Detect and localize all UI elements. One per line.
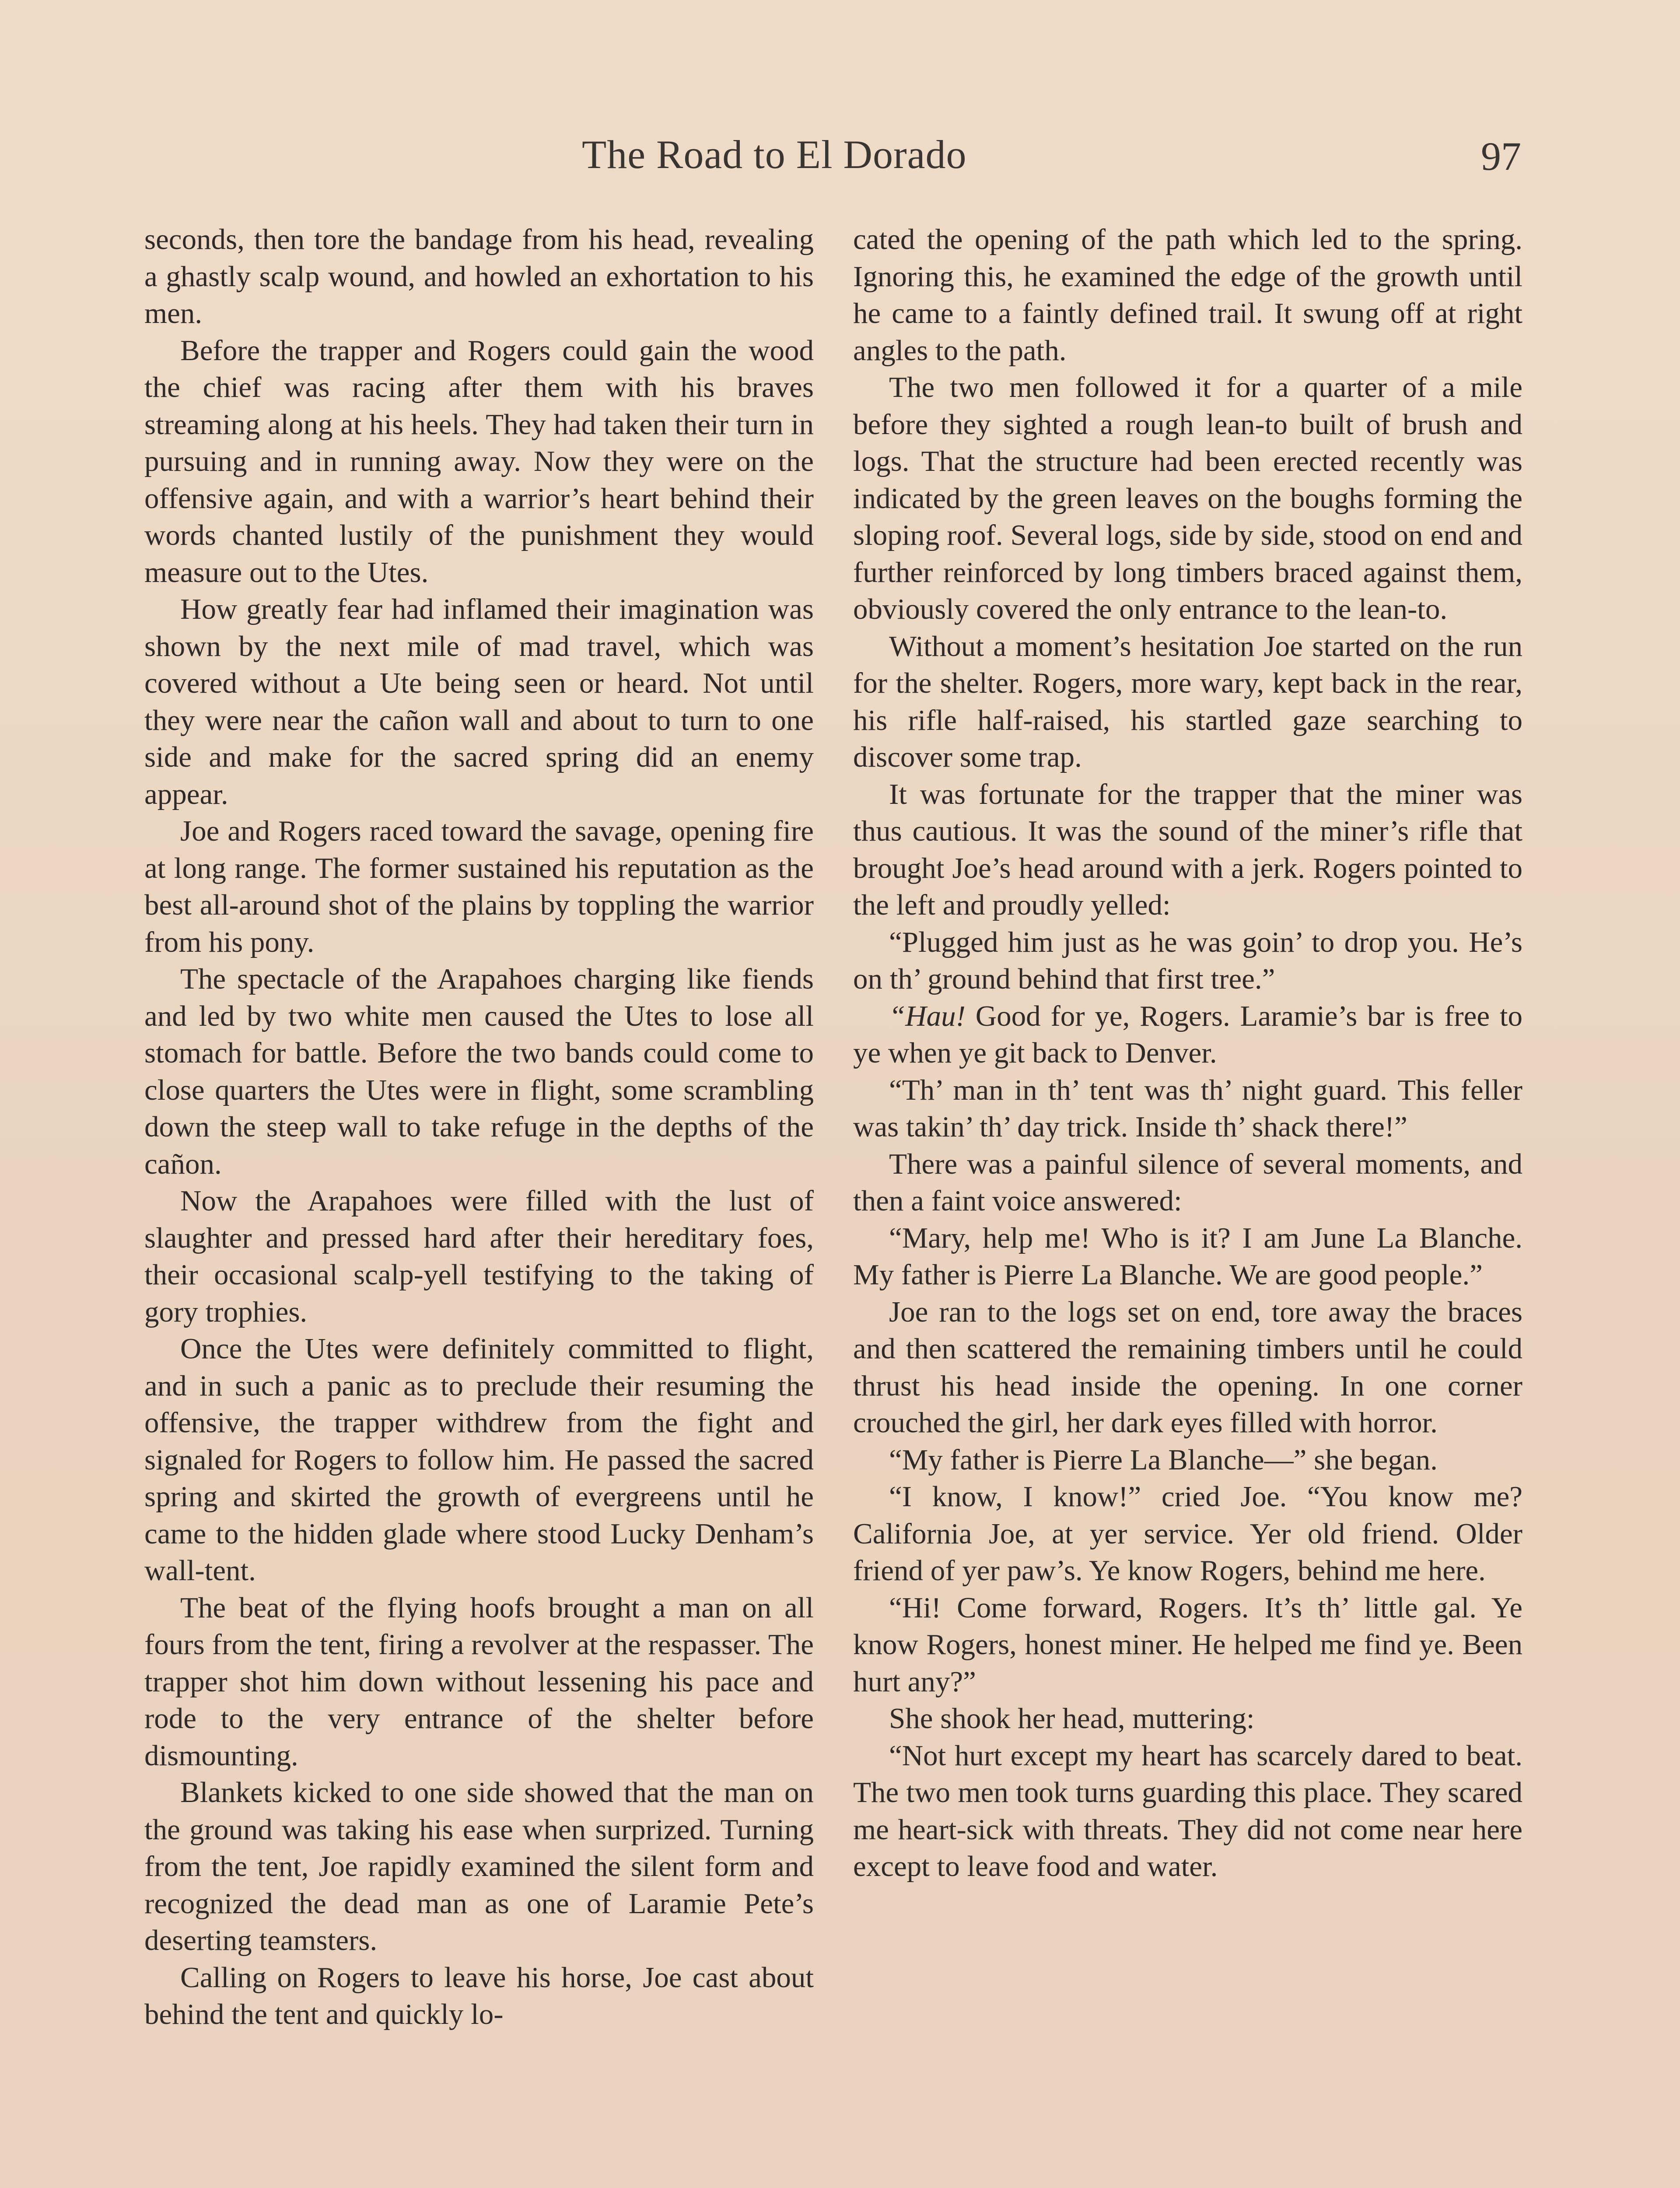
paragraph: The spectacle of the Arapahoes charging like fiends and led by two white men caused the Utes to lose all stomach for battle. Before the two bands could come to close quarters the Utes were in flight, some scrambling down the steep wall to take refuge in the depths of the cañon. [144,963,814,1180]
running-head [0,131,1680,179]
paragraph: Without a moment’s hesitation Joe started on the run for the shelter. Rogers, more wary, kept back in the rear, his rifle half-raised, his startled gaze searching to discover some trap. [853,630,1522,773]
paragraph: “My father is Pierre La Blanche—” she began. [889,1443,1438,1476]
paragraph: The beat of the flying hoofs brought a man on all fours from the tent, firing a revolver at the respasser. The trapper shot him down without lessening his pace and rode to the very entrance of the shelter before dismounting. [144,1591,814,1772]
running-title: The Road to El Dorado [582,132,967,177]
paragraph [853,998,1522,1072]
paragraph: seconds, then tore the bandage from his head, revealing a ghastly scalp wound, and howled an exhortation to his men. [144,223,814,330]
paragraph: “Th’ man in th’ tent was th’ night guard. This feller was takin’ th’ day trick. Inside th’ shack there!” [853,1073,1522,1143]
italic-interjection: “Hau! [889,999,966,1032]
paragraph: Joe ran to the logs set on end, tore away the braces and then scattered the remaining timbers until he could thrust his head inside the opening. In one corner crouched the girl, her dark eyes filled with horror. [853,1295,1522,1439]
left-column [144,221,814,2033]
paragraph: How greatly fear had inflamed their imagination was shown by the next mile of mad travel, which was covered without a Ute being seen or heard. Not until they were near the cañon wall and about to turn to one side and make for the sacred spring did an enemy appear. [144,593,814,810]
paragraph: There was a painful silence of several moments, and then a faint voice answered: [853,1147,1522,1217]
right-column [853,221,1522,1885]
paragraph-text: Good for ye, Rogers. Laramie’s bar is free to ye when ye git back to Denver. [853,999,1522,1069]
paragraph: Calling on Rogers to leave his horse, Joe cast about behind the tent and quickly lo- [144,1961,814,2030]
paragraph: cated the opening of the path which led to the spring. Ignoring this, he examined the edge of the growth until he came to a faintly defined trail. It swung off at right angles to the path. [853,223,1522,367]
page-number: 97 [1481,134,1521,179]
paragraph: “Plugged him just as he was goin’ to drop you. He’s on th’ ground behind that first tree.” [853,926,1522,995]
paragraph: Once the Utes were definitely committed to flight, and in such a panic as to preclude their resuming the offensive, the trapper withdrew from the fight and signaled for Rogers to follow him. He passed the sacred spring and skirted the growth of evergreens until he came to the hidden glade where stood Lucky Denham’s wall-tent. [144,1332,814,1587]
paragraph: Now the Arapahoes were filled with the lust of slaughter and pressed hard after their hereditary foes, their occasional scalp-yell testifying to the taking of gory trophies. [144,1185,814,1328]
paragraph: She shook her head, muttering: [889,1702,1255,1735]
paragraph: “Hi! Come forward, Rogers. It’s th’ little gal. Ye know Rogers, honest miner. He helped me find ye. Been hurt any?” [853,1591,1522,1698]
paragraph: “I know, I know!” cried Joe. “You know me? California Joe, at yer service. Yer old friend. Older friend of yer paw’s. Ye know Rogers, behind me here. [853,1480,1522,1587]
paragraph: Blankets kicked to one side showed that the man on the ground was taking his ease when surprized. Turning from the tent, Joe rapidly examined the silent form and recognized the dead man as one of Laramie Pete’s deserting teamsters. [144,1776,814,1957]
paragraph: “Not hurt except my heart has scarcely dared to beat. The two men took turns guarding this place. They scared me heart-sick with threats. They did not come near here except to leave food and water. [853,1739,1522,1883]
paragraph: Joe and Rogers raced toward the savage, opening fire at long range. The former sustained his reputation as the best all-around shot of the plains by toppling the warrior from his pony. [144,815,814,958]
paragraph: It was fortunate for the trapper that the miner was thus cautious. It was the sound of the miner’s rifle that brought Joe’s head around with a jerk. Rogers pointed to the left and proudly yelled: [853,778,1522,921]
paragraph: The two men followed it for a quarter of a mile before they sighted a rough lean-to built of brush and logs. That the structure had been erected recently was indicated by the green leaves on the boughs forming the sloping roof. Several logs, side by side, stood on end and further reinforced by long timbers braced against them, obviously covered the only entrance to the lean-to. [853,371,1522,625]
paragraph: “Mary, help me! Who is it? I am June La Blanche. My father is Pierre La Blanche. We are good people.” [853,1221,1522,1291]
paragraph: Before the trapper and Rogers could gain the wood the chief was racing after them with his braves streaming along at his heels. They had taken their turn in pursuing and in running away. Now they were on the offensive again, and with a warrior’s heart behind their words chanted lustily of the punishment they would measure out to the Utes. [144,334,814,589]
